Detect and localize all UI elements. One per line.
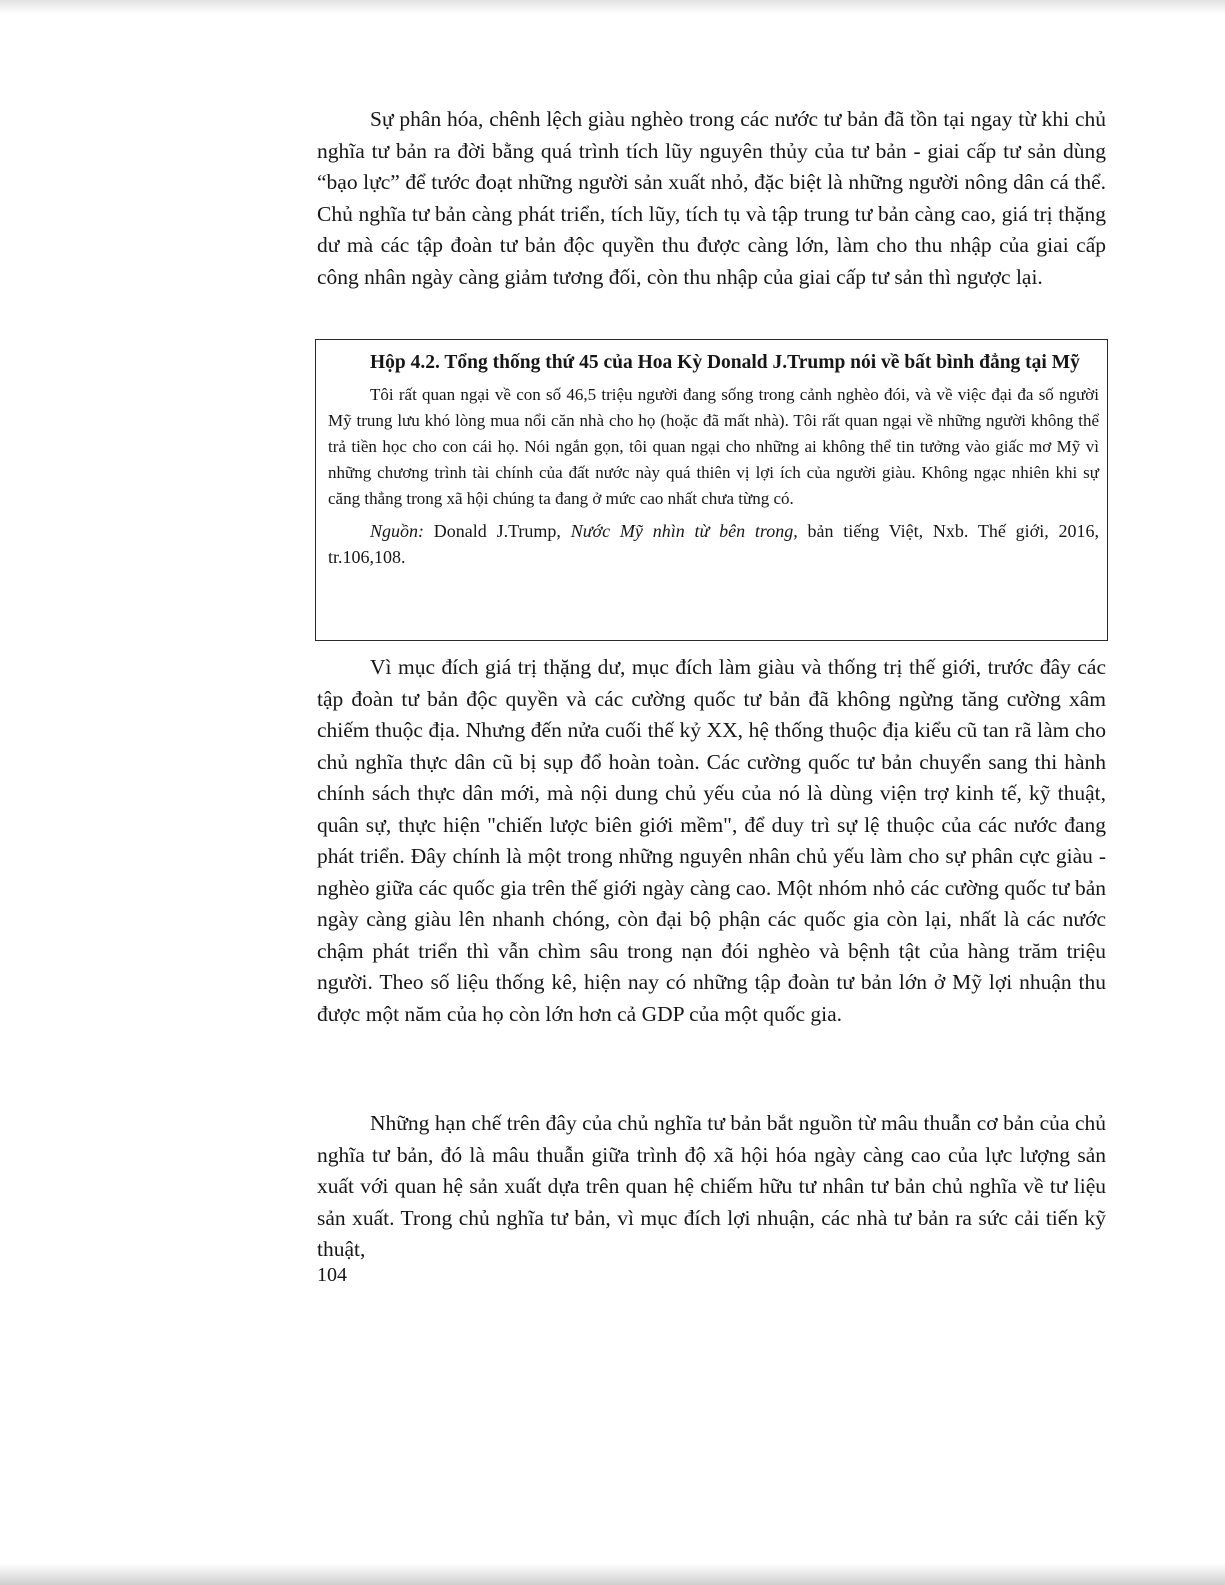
paragraph-1: Sự phân hóa, chênh lệch giàu nghèo trong các nước tư bản đã tồn tại ngay từ khi chủ nghĩa tư bản ra đời bằng quá trình tích lũy nguyên thủy của tư bản - giai cấp tư sản dùng “bạo lực” để tước đoạt những người sản xuất nhỏ, đặc biệt là những người nông dân cá thể. Chủ nghĩa tư bản càng phát triển, tích lũy, tích tụ và tập trung tư bản càng cao, giá trị thặng dư mà các tập đoàn tư bản độc quyền thu được càng lớn, làm cho thu nhập của giai cấp công nhân ngày càng giảm tương đối, còn thu nhập của giai cấp tư sản thì ngược lại. [317, 107, 1106, 289]
box-source [328, 518, 1099, 570]
box-body: Tôi rất quan ngại về con số 46,5 triệu người đang sống trong cảnh nghèo đói, và về việc đại đa số người Mỹ trung lưu khó lòng mua nổi căn nhà cho họ (hoặc đã mất nhà). Tôi rất quan ngại về những người không thể trả tiền học cho con cái họ. Nói ngắn gọn, tôi quan ngại cho những ai không thể tin tưởng vào giấc mơ Mỹ vì những chương trình tài chính của đất nước này quá thiên vị lợi ích của người giàu. Không ngạc nhiên khi sự căng thẳng trong xã hội chúng ta đang ở mức cao nhất chưa từng có. [328, 385, 1099, 508]
box-title: Hộp 4.2. Tổng thống thứ 45 của Hoa Kỳ Donald J.Trump nói về bất bình đẳng tại Mỹ [370, 352, 1080, 373]
page-number: 104 [317, 1264, 347, 1286]
paragraph-3: Những hạn chế trên đây của chủ nghĩa tư bản bắt nguồn từ mâu thuẫn cơ bản của chủ nghĩa tư bản, đó là mâu thuẫn giữa trình độ xã hội hóa ngày càng cao của lực lượng sản xuất với quan hệ sản xuất dựa trên quan hệ chiếm hữu tư nhân tư bản chủ nghĩa về tư liệu sản xuất. Trong chủ nghĩa tư bản, vì mục đích lợi nhuận, các nhà tư bản ra sức cải tiến kỹ thuật, [317, 1111, 1106, 1261]
source-label: Nguồn: [370, 521, 424, 541]
page-bottom-edge [0, 1563, 1225, 1585]
quote-box [315, 339, 1108, 641]
source-work: Nước Mỹ nhìn từ bên trong, [570, 521, 798, 541]
paragraph-2: Vì mục đích giá trị thặng dư, mục đích làm giàu và thống trị thế giới, trước đây các tập đoàn tư bản độc quyền và các cường quốc tư bản đã không ngừng tăng cường xâm chiếm thuộc địa. Nhưng đến nửa cuối thế kỷ XX, hệ thống thuộc địa kiểu cũ tan rã làm cho chủ nghĩa thực dân cũ bị sụp đổ hoàn toàn. Các cường quốc tư bản chuyển sang thi hành chính sách thực dân mới, mà nội dung chủ yếu của nó là dùng viện trợ kinh tế, kỹ thuật, quân sự, thực hiện "chiến lược biên giới mềm", để duy trì sự lệ thuộc của các nước đang phát triển. Đây chính là một trong những nguyên nhân chủ yếu làm cho sự phân cực giàu - nghèo giữa các quốc gia trên thế giới ngày càng cao. Một nhóm nhỏ các cường quốc tư bản ngày càng giàu lên nhanh chóng, còn đại bộ phận các quốc gia còn lại, nhất là các nước chậm phát triển thì vẫn chìm sâu trong nạn đói nghèo và bệnh tật của hàng trăm triệu người. Theo số liệu thống kê, hiện nay có những tập đoàn tư bản lớn ở Mỹ lợi nhuận thu được một năm của họ còn lớn hơn cả GDP của một quốc gia. [317, 655, 1106, 1026]
source-rest: bản tiếng Việt, Nxb. Thế giới, 2016, tr.106,108. [328, 521, 1099, 567]
source-author: Donald J.Trump, [424, 521, 571, 541]
page-top-edge [0, 0, 1225, 14]
